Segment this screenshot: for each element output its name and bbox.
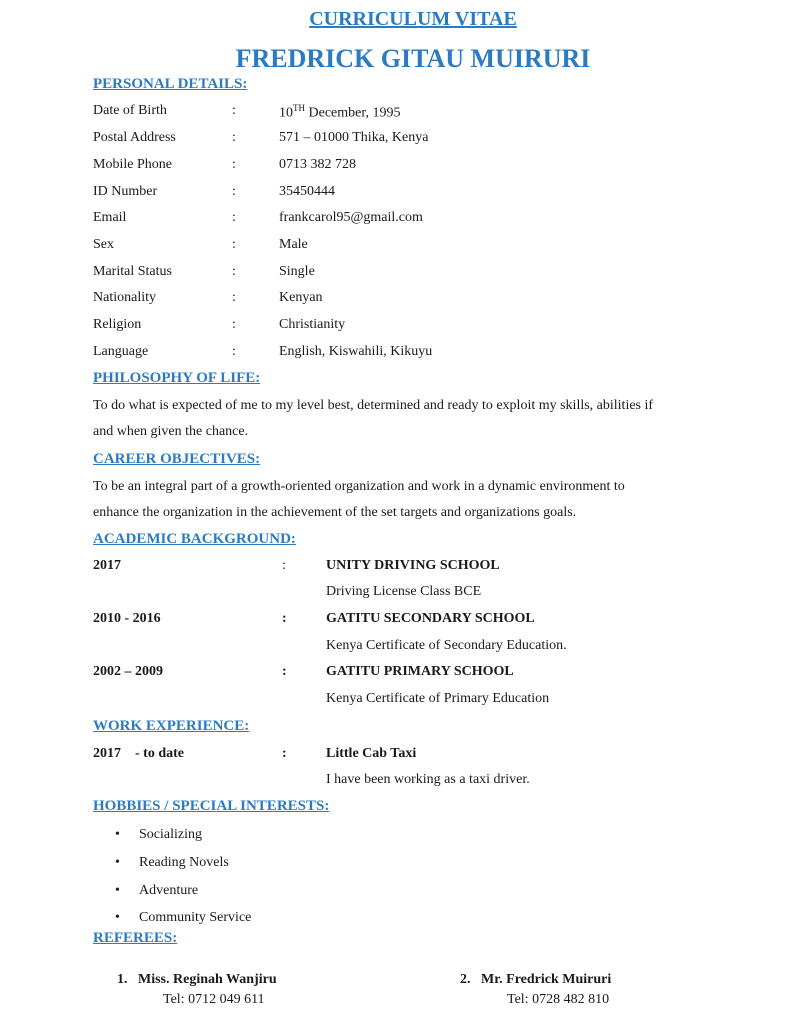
mobile-phone-label: Mobile Phone [93, 157, 172, 172]
email-colon: : [232, 210, 236, 225]
id-number-colon: : [232, 184, 236, 199]
hobby-item: Socializing [139, 827, 202, 842]
email-value: frankcarol95@gmail.com [279, 210, 423, 225]
hobby-item: Adventure [139, 883, 199, 898]
marital-status-value: Single [279, 264, 315, 279]
postal-address-label: Postal Address [93, 130, 176, 145]
work-employer: Little Cab Taxi [326, 746, 417, 761]
sex-colon: : [232, 237, 236, 252]
academic-years: 2002 – 2009 [93, 664, 163, 679]
work-years: 2017 - to date [93, 746, 184, 761]
dob-label: Date of Birth [93, 103, 167, 118]
career-line-1: To be an integral part of a growth-oriented organization and work in a dynamic environment to [93, 479, 625, 494]
bullet-icon: • [115, 883, 120, 898]
language-value: English, Kiswahili, Kikuyu [279, 344, 433, 359]
academic-years: 2010 - 2016 [93, 611, 161, 626]
career-objectives-heading: CAREER OBJECTIVES: [93, 451, 261, 467]
hobby-item: Community Service [139, 910, 252, 925]
bullet-icon: • [115, 827, 120, 842]
academic-qualification: Kenya Certificate of Secondary Education. [326, 638, 567, 653]
academic-years: 2017 [93, 558, 121, 573]
philosophy-heading: PHILOSOPHY OF LIFE: [93, 370, 261, 386]
referee-phone: Tel: 0712 049 611 [163, 992, 265, 1007]
bullet-icon: • [115, 855, 120, 870]
postal-address-colon: : [232, 130, 236, 145]
referee-name: 2. Mr. Fredrick Muiruri [460, 972, 612, 987]
postal-address-value: 571 – 01000 Thika, Kenya [279, 130, 429, 145]
dob-colon: : [232, 103, 236, 118]
marital-status-colon: : [232, 264, 236, 279]
nationality-colon: : [232, 290, 236, 305]
work-description: I have been working as a taxi driver. [326, 772, 530, 787]
marital-status-label: Marital Status [93, 264, 172, 279]
mobile-phone-colon: : [232, 157, 236, 172]
academic-qualification: Driving License Class BCE [326, 584, 482, 599]
work-colon: : [282, 746, 287, 761]
sex-label: Sex [93, 237, 114, 252]
academic-school: GATITU PRIMARY SCHOOL [326, 664, 514, 679]
referees-heading: REFEREES: [93, 930, 178, 946]
academic-school: UNITY DRIVING SCHOOL [326, 558, 500, 573]
dob-suffix: TH [293, 103, 305, 113]
academic-colon: : [282, 611, 287, 626]
id-number-label: ID Number [93, 184, 158, 199]
academic-qualification: Kenya Certificate of Primary Education [326, 691, 550, 706]
dob-month-year: December, 1995 [305, 105, 401, 121]
referee-name: 1. Miss. Reginah Wanjiru [117, 972, 277, 987]
document-title: CURRICULUM VITAE [309, 8, 517, 30]
philosophy-line-2: and when given the chance. [93, 424, 249, 439]
hobby-item: Reading Novels [139, 855, 229, 870]
religion-colon: : [232, 317, 236, 332]
dob-day: 10 [279, 105, 293, 121]
academic-colon: : [282, 664, 287, 679]
work-experience-heading: WORK EXPERIENCE: [93, 718, 250, 734]
hobbies-heading: HOBBIES / SPECIAL INTERESTS: [93, 798, 330, 814]
career-line-2: enhance the organization in the achievement of the set targets and organizations goals. [93, 505, 577, 520]
philosophy-line-1: To do what is expected of me to my level best, determined and ready to exploit my skills, abilities if [93, 398, 654, 413]
language-colon: : [232, 344, 236, 359]
academic-school: GATITU SECONDARY SCHOOL [326, 611, 535, 626]
referee-phone: Tel: 0728 482 810 [507, 992, 610, 1007]
dob-value [279, 103, 400, 122]
sex-value: Male [279, 237, 308, 252]
id-number-value: 35450444 [279, 184, 335, 199]
email-label: Email [93, 210, 127, 225]
religion-label: Religion [93, 317, 142, 332]
language-label: Language [93, 344, 149, 359]
mobile-phone-value: 0713 382 728 [279, 157, 356, 172]
bullet-icon: • [115, 910, 120, 925]
academic-background-heading: ACADEMIC BACKGROUND: [93, 531, 296, 547]
nationality-label: Nationality [93, 290, 156, 305]
personal-details-heading: PERSONAL DETAILS: [93, 76, 248, 92]
religion-value: Christianity [279, 317, 346, 332]
nationality-value: Kenyan [279, 290, 323, 305]
academic-colon: : [282, 558, 286, 573]
candidate-name: FREDRICK GITAU MUIRURI [235, 44, 591, 73]
